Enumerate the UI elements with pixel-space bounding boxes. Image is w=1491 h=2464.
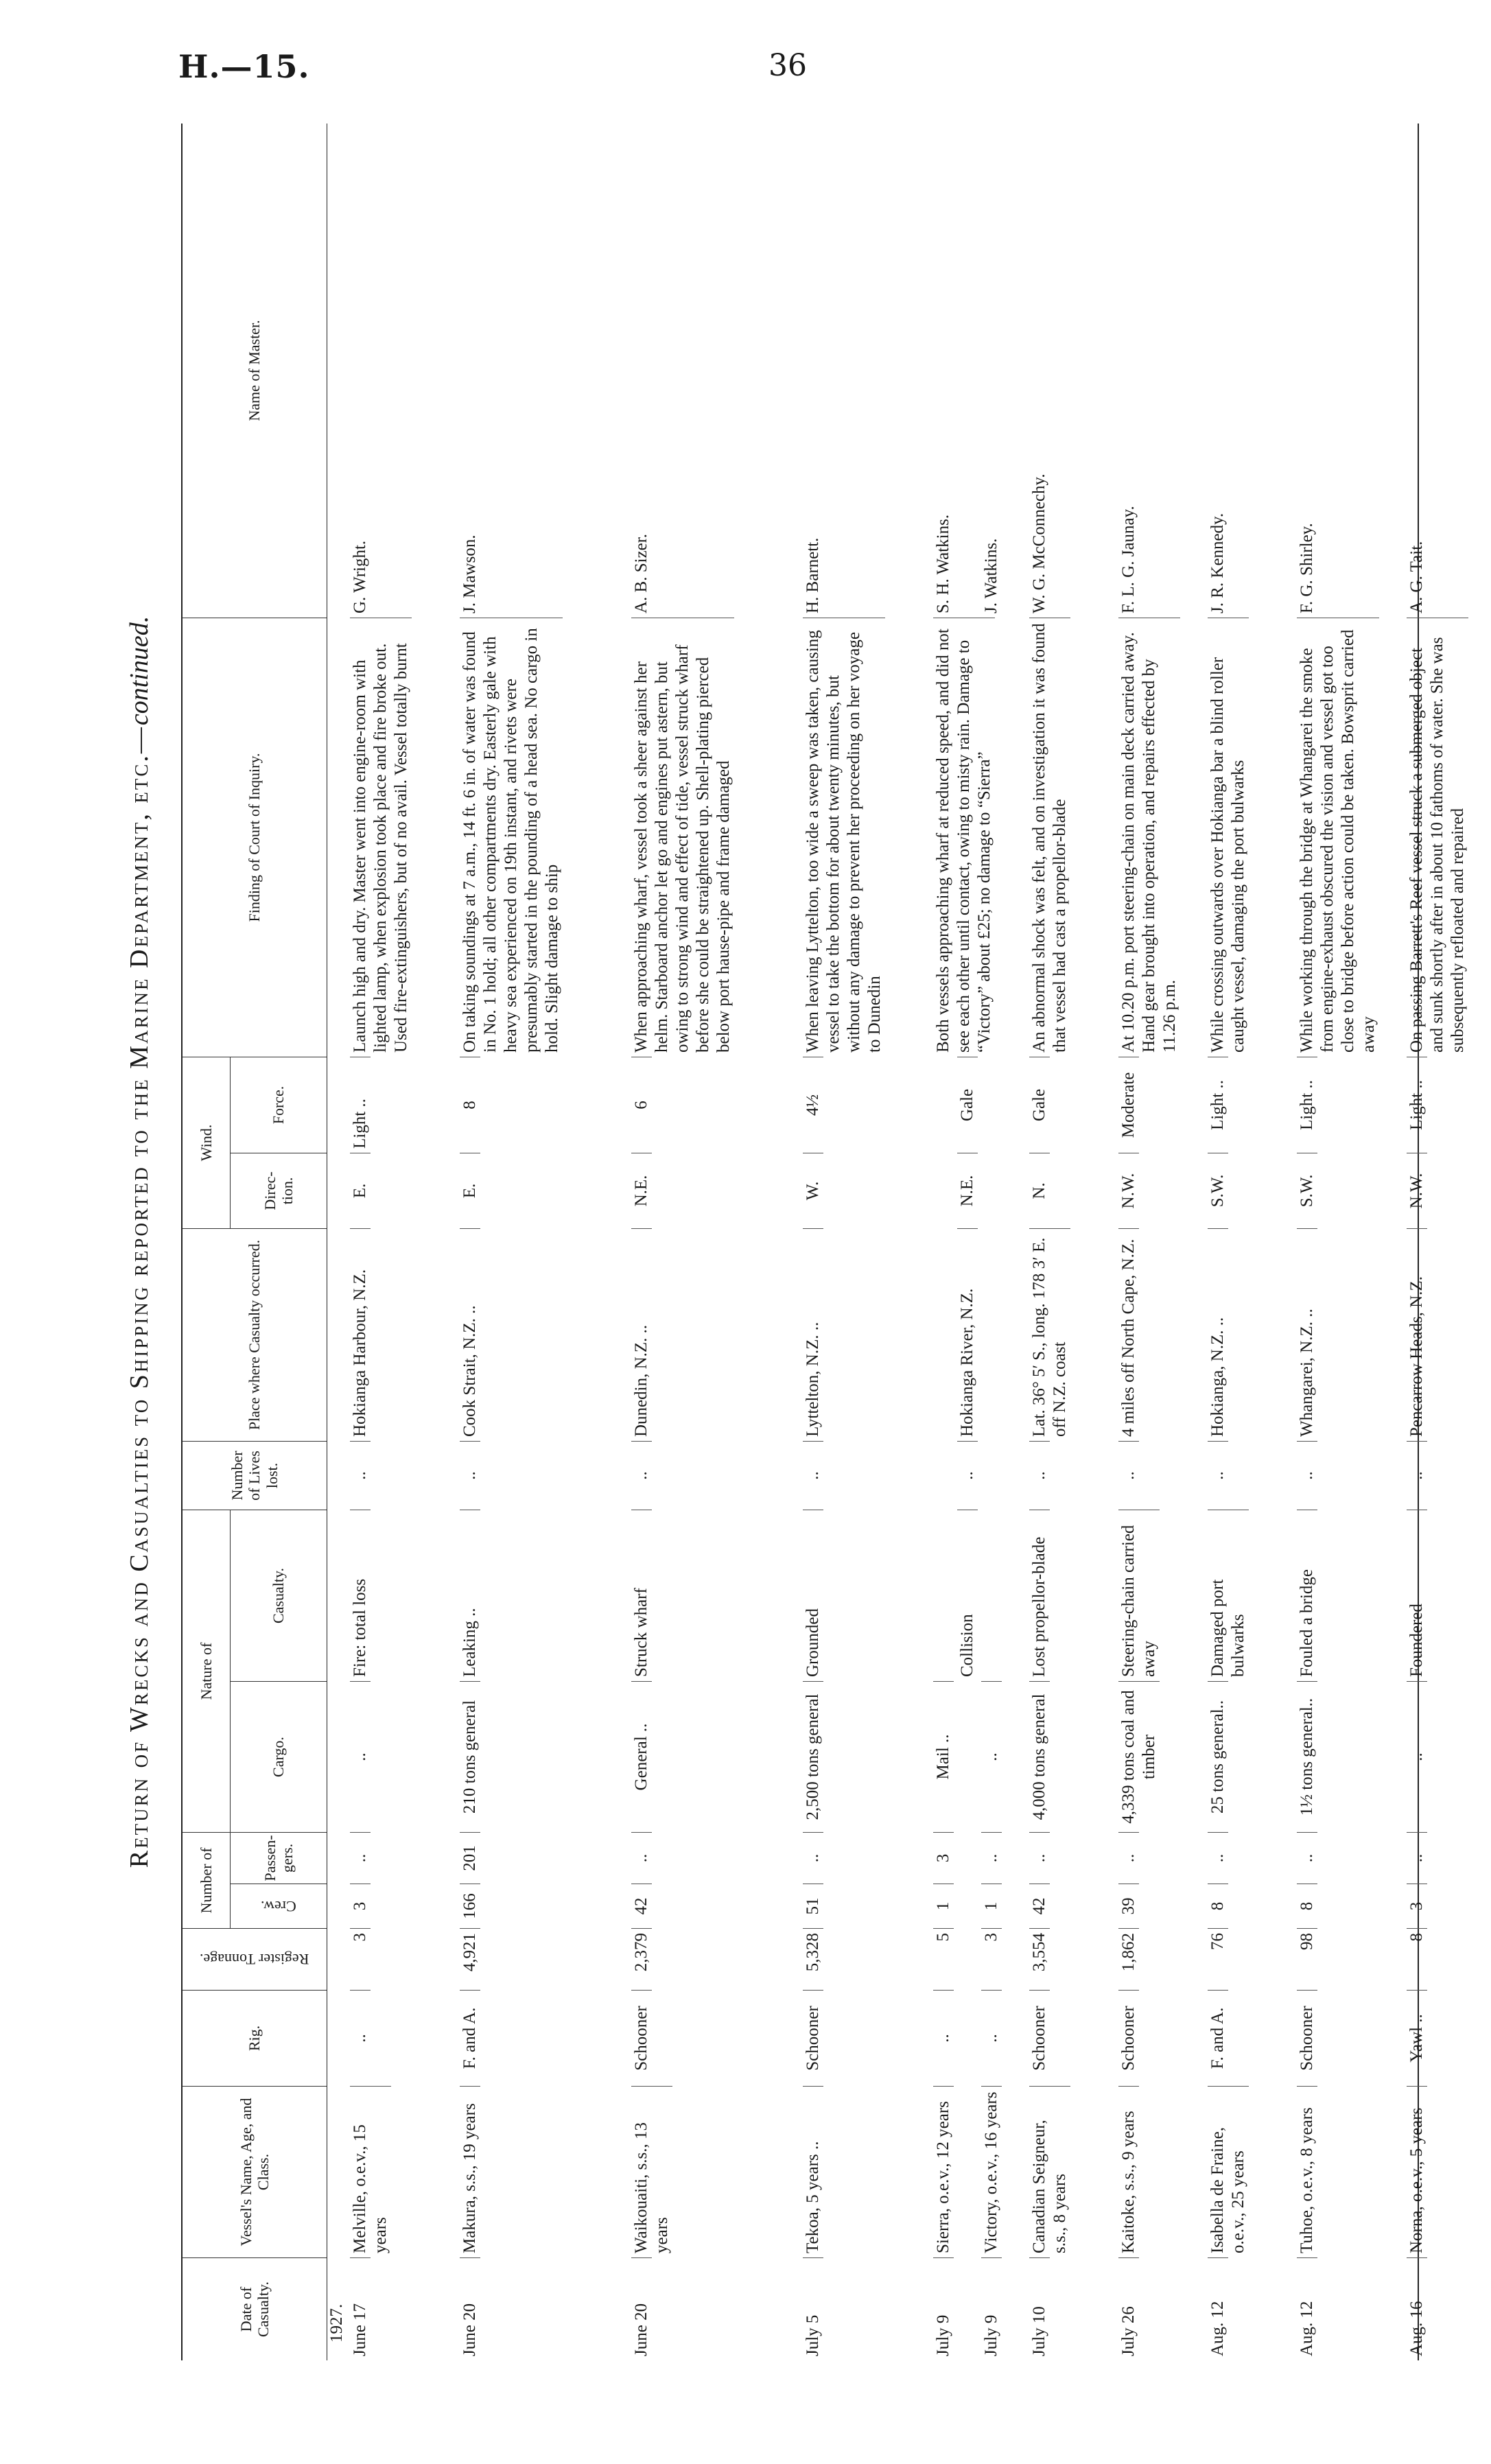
cell-direction: S.W. xyxy=(1208,1153,1228,1228)
cell-force: 6 xyxy=(631,1057,652,1153)
cell-finding: At 10.20 p.m. port steering-chain on main deck carried away. Hand gear brought into operation, and repairs effected by 11.26 p.m. xyxy=(1118,618,1180,1057)
cell-force: Gale xyxy=(1029,1057,1050,1153)
cell-crew: 1 xyxy=(933,1884,954,1928)
cell-crew: 1 xyxy=(981,1884,1002,1928)
cell-direction: E. xyxy=(460,1153,480,1228)
table-title-continued: continued. xyxy=(125,615,154,726)
header-cargo: Cargo. xyxy=(231,1681,327,1832)
table-row xyxy=(460,124,624,2360)
cell-lives-lost: .. xyxy=(1297,1441,1317,1510)
header-crew-text: Crew. xyxy=(261,1897,296,1915)
cell-master: J. Watkins. xyxy=(982,538,1000,613)
cell-place: Pencarrow Heads, N.Z. xyxy=(1407,1228,1427,1441)
cell-casualty: Grounded xyxy=(803,1510,823,1681)
cell-passengers: .. xyxy=(1208,1832,1228,1884)
cell-rig: F. and A. xyxy=(460,1990,480,2086)
table-title xyxy=(124,124,162,2360)
cell-date: July 10 xyxy=(1029,2257,1050,2360)
cell-rig: F. and A. xyxy=(1208,1990,1228,2086)
cell-vessel: Melville, o.e.v., 15 years xyxy=(350,2086,391,2257)
table-title-text: Return of Wrecks and Casualties to Shipping reported to the Marine Department, etc.— xyxy=(125,725,154,1868)
header-tonnage xyxy=(183,1928,327,1990)
header-force: Force. xyxy=(231,1057,327,1153)
cell-direction: N.W. xyxy=(1118,1153,1139,1228)
cell-master: A. G. Tait. xyxy=(1407,541,1426,613)
cell-finding: While crossing outwards over Hokianga bar a blind roller caught vessel, damaging the port bulwarks xyxy=(1208,618,1249,1057)
header-master: Name of Master. xyxy=(246,320,263,421)
cell-date: July 9 xyxy=(981,2257,1002,2360)
cell-finding: An abnormal shock was felt, and on investigation it was found that vessel had cast a propellor-blade xyxy=(1029,618,1070,1057)
cell-casualty: Collision xyxy=(957,1510,978,1681)
cell-vessel: Sierra, o.e.v., 12 years xyxy=(933,2086,954,2257)
cell-rig: Schooner xyxy=(631,1990,652,2086)
cell-force: 8 xyxy=(460,1057,480,1153)
table-header xyxy=(183,124,327,2360)
cell-lives-lost: .. xyxy=(1029,1441,1050,1510)
cell-finding: Launch high and dry. Master went into engine-room with lighted lamp, when explosion took place and fire broke out. Used fire-extinguishers, but of no avail. Vessel totally burnt xyxy=(350,618,412,1057)
cell-rig: .. xyxy=(350,1990,371,2086)
cell-direction: N.E. xyxy=(957,1153,978,1228)
cell-passengers: .. xyxy=(350,1832,371,1884)
cell-passengers: .. xyxy=(981,1832,1002,1884)
cell-vessel: Canadian Seigneur, s.s., 8 years xyxy=(1029,2086,1070,2257)
cell-crew: 42 xyxy=(1029,1884,1050,1928)
cell-place: 4 miles off North Cape, N.Z. xyxy=(1118,1228,1139,1441)
cell-cargo: General .. xyxy=(631,1681,652,1832)
cell-rig: .. xyxy=(933,1990,954,2086)
cell-place: Hokianga Harbour, N.Z. xyxy=(350,1228,371,1441)
cell-tonnage: 3 xyxy=(981,1928,1002,1990)
cell-tonnage: 76 xyxy=(1208,1928,1228,1990)
header-date: Date of Casualty. xyxy=(183,2257,327,2360)
cell-tonnage: 8 xyxy=(1407,1928,1427,1990)
cell-force: Gale xyxy=(957,1057,978,1153)
header-place: Place where Casualty occurred. xyxy=(183,1228,327,1441)
cell-lives-lost: .. xyxy=(631,1441,652,1510)
cell-finding: On taking soundings at 7 a.m., 14 ft. 6 in. of water was found in No. 1 hold; all other compartments dry. Easterly gale with heavy sea experienced on 19th instant, and rivets were presumably started in the pounding of a head sea. No cargo in hold. Slight damage to ship xyxy=(460,618,563,1057)
table-row xyxy=(803,124,926,2360)
cell-passengers: .. xyxy=(803,1832,823,1884)
cell-direction: N.E. xyxy=(631,1153,652,1228)
cell-tonnage: 1,862 xyxy=(1118,1928,1139,1990)
cell-master: F. L. G. Jaunay. xyxy=(1119,506,1138,613)
cell-rig: Schooner xyxy=(1118,1990,1139,2086)
cell-passengers: 3 xyxy=(933,1832,954,1884)
cell-master: G. Wright. xyxy=(351,540,369,613)
cell-direction: W. xyxy=(803,1153,823,1228)
cell-lives-lost: .. xyxy=(803,1441,823,1510)
cell-crew: 3 xyxy=(1407,1884,1427,1928)
table-row xyxy=(981,124,1022,2360)
cell-passengers: .. xyxy=(1407,1832,1427,1884)
cell-direction: N.W. xyxy=(1407,1153,1427,1228)
cell-lives-lost: .. xyxy=(957,1441,978,1510)
cell-finding: On passing Barrett's Reef vessel struck a submerged object and sunk shortly after in about 10 fathoms of water. She was subsequently refloated and repaired xyxy=(1407,618,1468,1057)
cell-date: July 9 xyxy=(933,2257,954,2360)
cell-finding: When leaving Lyttelton, too wide a sweep was taken, causing vessel to take the bottom for about twenty minutes, but without any damage to prevent her proceeding on her voyage to Dunedin xyxy=(803,618,885,1057)
cell-vessel: Waikouaiti, s.s., 13 years xyxy=(631,2086,672,2257)
cell-vessel: Tuhoe, o.e.v., 8 years xyxy=(1297,2086,1317,2257)
table-row xyxy=(1029,124,1112,2360)
cell-crew: 42 xyxy=(631,1884,652,1928)
cell-force: 4½ xyxy=(803,1057,823,1153)
cell-vessel: Isabella de Fraine, o.e.v., 25 years xyxy=(1208,2086,1249,2257)
header-vessel: Vessel's Name, Age, and Class. xyxy=(183,2086,327,2257)
cell-master: F. G. Shirley. xyxy=(1298,523,1316,613)
cell-cargo: .. xyxy=(350,1681,371,1832)
cell-finding: When approaching wharf, vessel took a sheer against her helm. Starboard anchor let go and engines put astern, but owing to strong wind and effect of tide, vessel struck wharf before she could be straightened up. Shell-plating pierced below port hause-pipe and frame damaged xyxy=(631,618,734,1057)
cell-casualty: Fire: total loss xyxy=(350,1510,371,1681)
cell-direction: E. xyxy=(350,1153,371,1228)
header-rig: Rig. xyxy=(183,1990,327,2086)
cell-cargo: 2,500 tons general xyxy=(803,1681,823,1832)
cell-place: Lyttelton, N.Z. .. xyxy=(803,1228,823,1441)
cell-rig: Schooner xyxy=(1029,1990,1050,2086)
cell-crew: 166 xyxy=(460,1884,480,1928)
cell-date: Aug. 12 xyxy=(1208,2257,1228,2360)
cell-crew: 3 xyxy=(350,1884,371,1928)
cell-date: Aug. 12 xyxy=(1297,2257,1317,2360)
header-wind: Wind. xyxy=(183,1057,231,1228)
cell-casualty: Leaking .. xyxy=(460,1510,480,1681)
header-number-of: Number of xyxy=(183,1832,231,1928)
cell-force: Light .. xyxy=(1407,1057,1427,1153)
cell-tonnage: 3,554 xyxy=(1029,1928,1050,1990)
cell-passengers: 201 xyxy=(460,1832,480,1884)
cell-date: June 20 xyxy=(460,2257,480,2360)
cell-place: Whangarei, N.Z. .. xyxy=(1297,1228,1317,1441)
cell-lives-lost: .. xyxy=(1208,1441,1228,1510)
cell-casualty: Lost propellor-blade xyxy=(1029,1510,1050,1681)
table-row xyxy=(1297,124,1400,2360)
casualty-table xyxy=(181,124,1467,2360)
cell-vessel: Makura, s.s., 19 years xyxy=(460,2086,480,2257)
cell-tonnage: 3 xyxy=(350,1928,371,1990)
table-row xyxy=(350,124,453,2360)
cell-master: J. R. Kennedy. xyxy=(1208,513,1227,613)
cell-rig: Schooner xyxy=(803,1990,823,2086)
year-label: 1927. xyxy=(327,2303,346,2343)
header-casualty: Casualty. xyxy=(231,1510,327,1681)
cell-passengers: .. xyxy=(631,1832,652,1884)
cell-casualty: Steering-chain carried away xyxy=(1118,1510,1160,1681)
cell-tonnage: 4,921 xyxy=(460,1928,480,1990)
cell-vessel: Victory, o.e.v., 16 years xyxy=(981,2086,1002,2257)
cell-master: H. Barnett. xyxy=(803,537,822,613)
cell-vessel: Tekoa, 5 years .. xyxy=(803,2086,823,2257)
cell-tonnage: 98 xyxy=(1297,1928,1317,1990)
cell-lives-lost: .. xyxy=(460,1441,480,1510)
cell-place: Hokianga River, N.Z. xyxy=(957,1228,978,1441)
cell-force: Light .. xyxy=(350,1057,371,1153)
header-tonnage-text: Register Tonnage. xyxy=(200,1951,309,1969)
cell-lives-lost: .. xyxy=(1118,1441,1139,1510)
cell-casualty: Fouled a bridge xyxy=(1297,1510,1317,1681)
cell-date: July 26 xyxy=(1118,2257,1139,2360)
cell-vessel: Norna, o.e.v., 5 years xyxy=(1407,2086,1427,2257)
cell-date: June 17 xyxy=(350,2257,371,2360)
header-nature-of: Nature of xyxy=(183,1510,231,1832)
cell-master: W. G. McConnechy. xyxy=(1030,473,1048,613)
cell-casualty: Damaged port bulwarks xyxy=(1208,1510,1249,1681)
cell-tonnage: 5 xyxy=(933,1928,954,1990)
cell-cargo: Mail .. xyxy=(933,1681,954,1832)
cell-crew: 8 xyxy=(1208,1884,1228,1928)
cell-cargo: 25 tons general.. xyxy=(1208,1681,1228,1832)
cell-crew: 8 xyxy=(1297,1884,1317,1928)
cell-finding: While working through the bridge at Whangarei the smoke from engine-exhaust obscured the vision and vessel got too close to bridge before action could be taken. Bowsprit carried away xyxy=(1297,618,1379,1057)
cell-place: Cook Strait, N.Z. .. xyxy=(460,1228,480,1441)
cell-rig: Yawl .. xyxy=(1407,1990,1427,2086)
cell-tonnage: 5,328 xyxy=(803,1928,823,1990)
cell-direction: N. xyxy=(1029,1153,1050,1228)
page-number: 36 xyxy=(768,48,807,83)
cell-direction: S.W. xyxy=(1297,1153,1317,1228)
header-direction: Direc- tion. xyxy=(231,1153,327,1228)
cell-lives-lost: .. xyxy=(1407,1441,1427,1510)
cell-force: Light .. xyxy=(1208,1057,1228,1153)
cell-force: Moderate xyxy=(1118,1057,1139,1153)
table-row xyxy=(1208,124,1290,2360)
rotated-table-sheet xyxy=(124,124,1467,2360)
cell-casualty: Struck wharf xyxy=(631,1510,652,1681)
cell-force: Light .. xyxy=(1297,1057,1317,1153)
table-row xyxy=(631,124,796,2360)
cell-place: Hokianga, N.Z. .. xyxy=(1208,1228,1228,1441)
cell-master: J. Mawson. xyxy=(460,535,479,613)
header-finding: Finding of Court of Inquiry. xyxy=(183,618,327,1057)
cell-date: July 5 xyxy=(803,2257,823,2360)
table-row xyxy=(1118,124,1201,2360)
cell-master: S. H. Watkins. xyxy=(934,514,952,613)
cell-cargo: 210 tons general xyxy=(460,1681,480,1832)
cell-lives-lost: .. xyxy=(350,1441,371,1510)
cell-passengers: .. xyxy=(1118,1832,1139,1884)
cell-master: A. B. Sizer. xyxy=(632,534,650,613)
cell-casualty: Foundered xyxy=(1407,1510,1427,1681)
cell-crew: 39 xyxy=(1118,1884,1139,1928)
header-passengers: Passen- gers. xyxy=(231,1832,327,1884)
cell-place: Lat. 36° 5′ S., long. 178 3′ E. off N.Z. coast xyxy=(1029,1228,1070,1441)
cell-cargo: 4,339 tons coal and timber xyxy=(1118,1681,1160,1832)
cell-rig: .. xyxy=(981,1990,1002,2086)
cell-crew: 51 xyxy=(803,1884,823,1928)
cell-rig: Schooner xyxy=(1297,1990,1317,2086)
header-lives-lost: Number of Lives lost. xyxy=(183,1441,327,1510)
cell-place: Dunedin, N.Z. .. xyxy=(631,1228,652,1441)
cell-vessel: Kaitoke, s.s., 9 years xyxy=(1118,2086,1139,2257)
cell-cargo: 4,000 tons general xyxy=(1029,1681,1050,1832)
table-row xyxy=(1407,124,1482,2360)
cell-tonnage: 2,379 xyxy=(631,1928,652,1990)
cell-date: June 20 xyxy=(631,2257,652,2360)
cell-cargo: .. xyxy=(981,1681,1002,1832)
cell-passengers: .. xyxy=(1297,1832,1317,1884)
cell-cargo: 1½ tons general.. xyxy=(1297,1681,1317,1832)
cell-date: Aug. 16 xyxy=(1407,2257,1427,2360)
cell-finding: Both vessels approaching wharf at reduced speed, and did not see each other until contact, owing to misty rain. Damage to “Victory” about £25; no damage to “Sierra” xyxy=(933,618,995,1057)
cell-cargo: .. xyxy=(1407,1681,1427,1832)
cell-passengers: .. xyxy=(1029,1832,1050,1884)
running-head: H.—15. xyxy=(178,48,310,85)
header-crew xyxy=(231,1884,327,1928)
